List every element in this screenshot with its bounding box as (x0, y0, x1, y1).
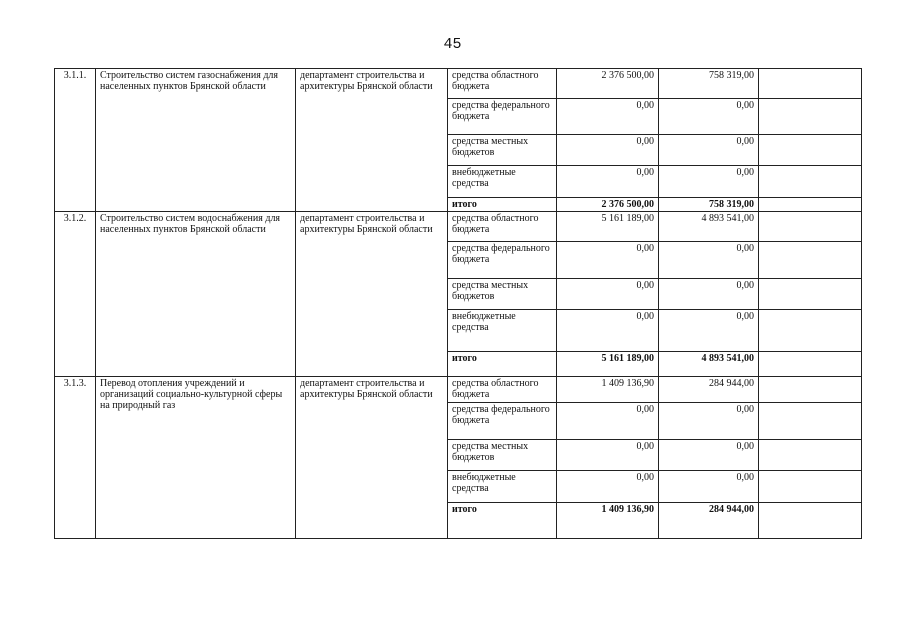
funding-value-2: 0,00 (659, 242, 759, 279)
funding-source: средства областного бюджета (448, 69, 557, 99)
empty-cell (759, 242, 862, 279)
funding-value-2: 0,00 (659, 166, 759, 198)
funding-value-2: 284 944,00 (659, 377, 759, 403)
item-code: 3.1.3. (55, 377, 96, 539)
funding-value-1: 5 161 189,00 (557, 212, 659, 242)
empty-cell (759, 279, 862, 310)
empty-cell (759, 99, 862, 135)
item-name: Перевод отопления учреждений и организаций социально-культурной сферы на природный газ (96, 377, 296, 539)
item-executor: департамент строительства и архитектуры Брянской области (296, 69, 448, 212)
funding-source: внебюджетные средства (448, 166, 557, 198)
funding-value-2: 4 893 541,00 (659, 212, 759, 242)
funding-source: итого (448, 503, 557, 539)
item-name: Строительство систем газоснабжения для населенных пунктов Брянской области (96, 69, 296, 212)
funding-source: средства областного бюджета (448, 212, 557, 242)
funding-value-2: 0,00 (659, 99, 759, 135)
empty-cell (759, 377, 862, 403)
funding-value-1: 0,00 (557, 471, 659, 503)
page-number: 45 (443, 36, 462, 53)
funding-source: средства местных бюджетов (448, 135, 557, 166)
funding-value-1: 0,00 (557, 99, 659, 135)
funding-value-1: 0,00 (557, 279, 659, 310)
empty-cell (759, 503, 862, 539)
empty-cell (759, 135, 862, 166)
funding-source: средства федерального бюджета (448, 242, 557, 279)
funding-source: средства федерального бюджета (448, 99, 557, 135)
funding-source: средства местных бюджетов (448, 279, 557, 310)
funding-value-2: 0,00 (659, 135, 759, 166)
item-name: Строительство систем водоснабжения для населенных пунктов Брянской области (96, 212, 296, 377)
funding-table (54, 68, 862, 539)
funding-value-2: 0,00 (659, 310, 759, 352)
funding-source: средства федерального бюджета (448, 403, 557, 440)
empty-cell (759, 198, 862, 212)
empty-cell (759, 166, 862, 198)
funding-value-2: 758 319,00 (659, 69, 759, 99)
funding-row (55, 212, 862, 242)
funding-value-1: 0,00 (557, 403, 659, 440)
funding-source: внебюджетные средства (448, 310, 557, 352)
empty-cell (759, 471, 862, 503)
empty-cell (759, 310, 862, 352)
funding-value-1: 1 409 136,90 (557, 503, 659, 539)
funding-value-1: 0,00 (557, 440, 659, 471)
funding-value-2: 0,00 (659, 279, 759, 310)
funding-value-1: 1 409 136,90 (557, 377, 659, 403)
funding-source: итого (448, 198, 557, 212)
funding-row (55, 69, 862, 99)
funding-row (55, 377, 862, 403)
funding-source: внебюджетные средства (448, 471, 557, 503)
item-code: 3.1.1. (55, 69, 96, 212)
funding-value-1: 5 161 189,00 (557, 352, 659, 377)
funding-value-2: 4 893 541,00 (659, 352, 759, 377)
funding-value-2: 284 944,00 (659, 503, 759, 539)
funding-value-1: 0,00 (557, 242, 659, 279)
funding-value-1: 0,00 (557, 135, 659, 166)
empty-cell (759, 69, 862, 99)
funding-source: средства местных бюджетов (448, 440, 557, 471)
funding-value-1: 2 376 500,00 (557, 198, 659, 212)
funding-value-1: 0,00 (557, 310, 659, 352)
funding-value-2: 0,00 (659, 471, 759, 503)
funding-source: итого (448, 352, 557, 377)
funding-source: средства областного бюджета (448, 377, 557, 403)
funding-value-2: 758 319,00 (659, 198, 759, 212)
empty-cell (759, 403, 862, 440)
item-executor: департамент строительства и архитектуры Брянской области (296, 377, 448, 539)
item-code: 3.1.2. (55, 212, 96, 377)
empty-cell (759, 352, 862, 377)
funding-value-2: 0,00 (659, 403, 759, 440)
empty-cell (759, 440, 862, 471)
funding-value-1: 0,00 (557, 166, 659, 198)
funding-value-2: 0,00 (659, 440, 759, 471)
funding-value-1: 2 376 500,00 (557, 69, 659, 99)
empty-cell (759, 212, 862, 242)
item-executor: департамент строительства и архитектуры Брянской области (296, 212, 448, 377)
